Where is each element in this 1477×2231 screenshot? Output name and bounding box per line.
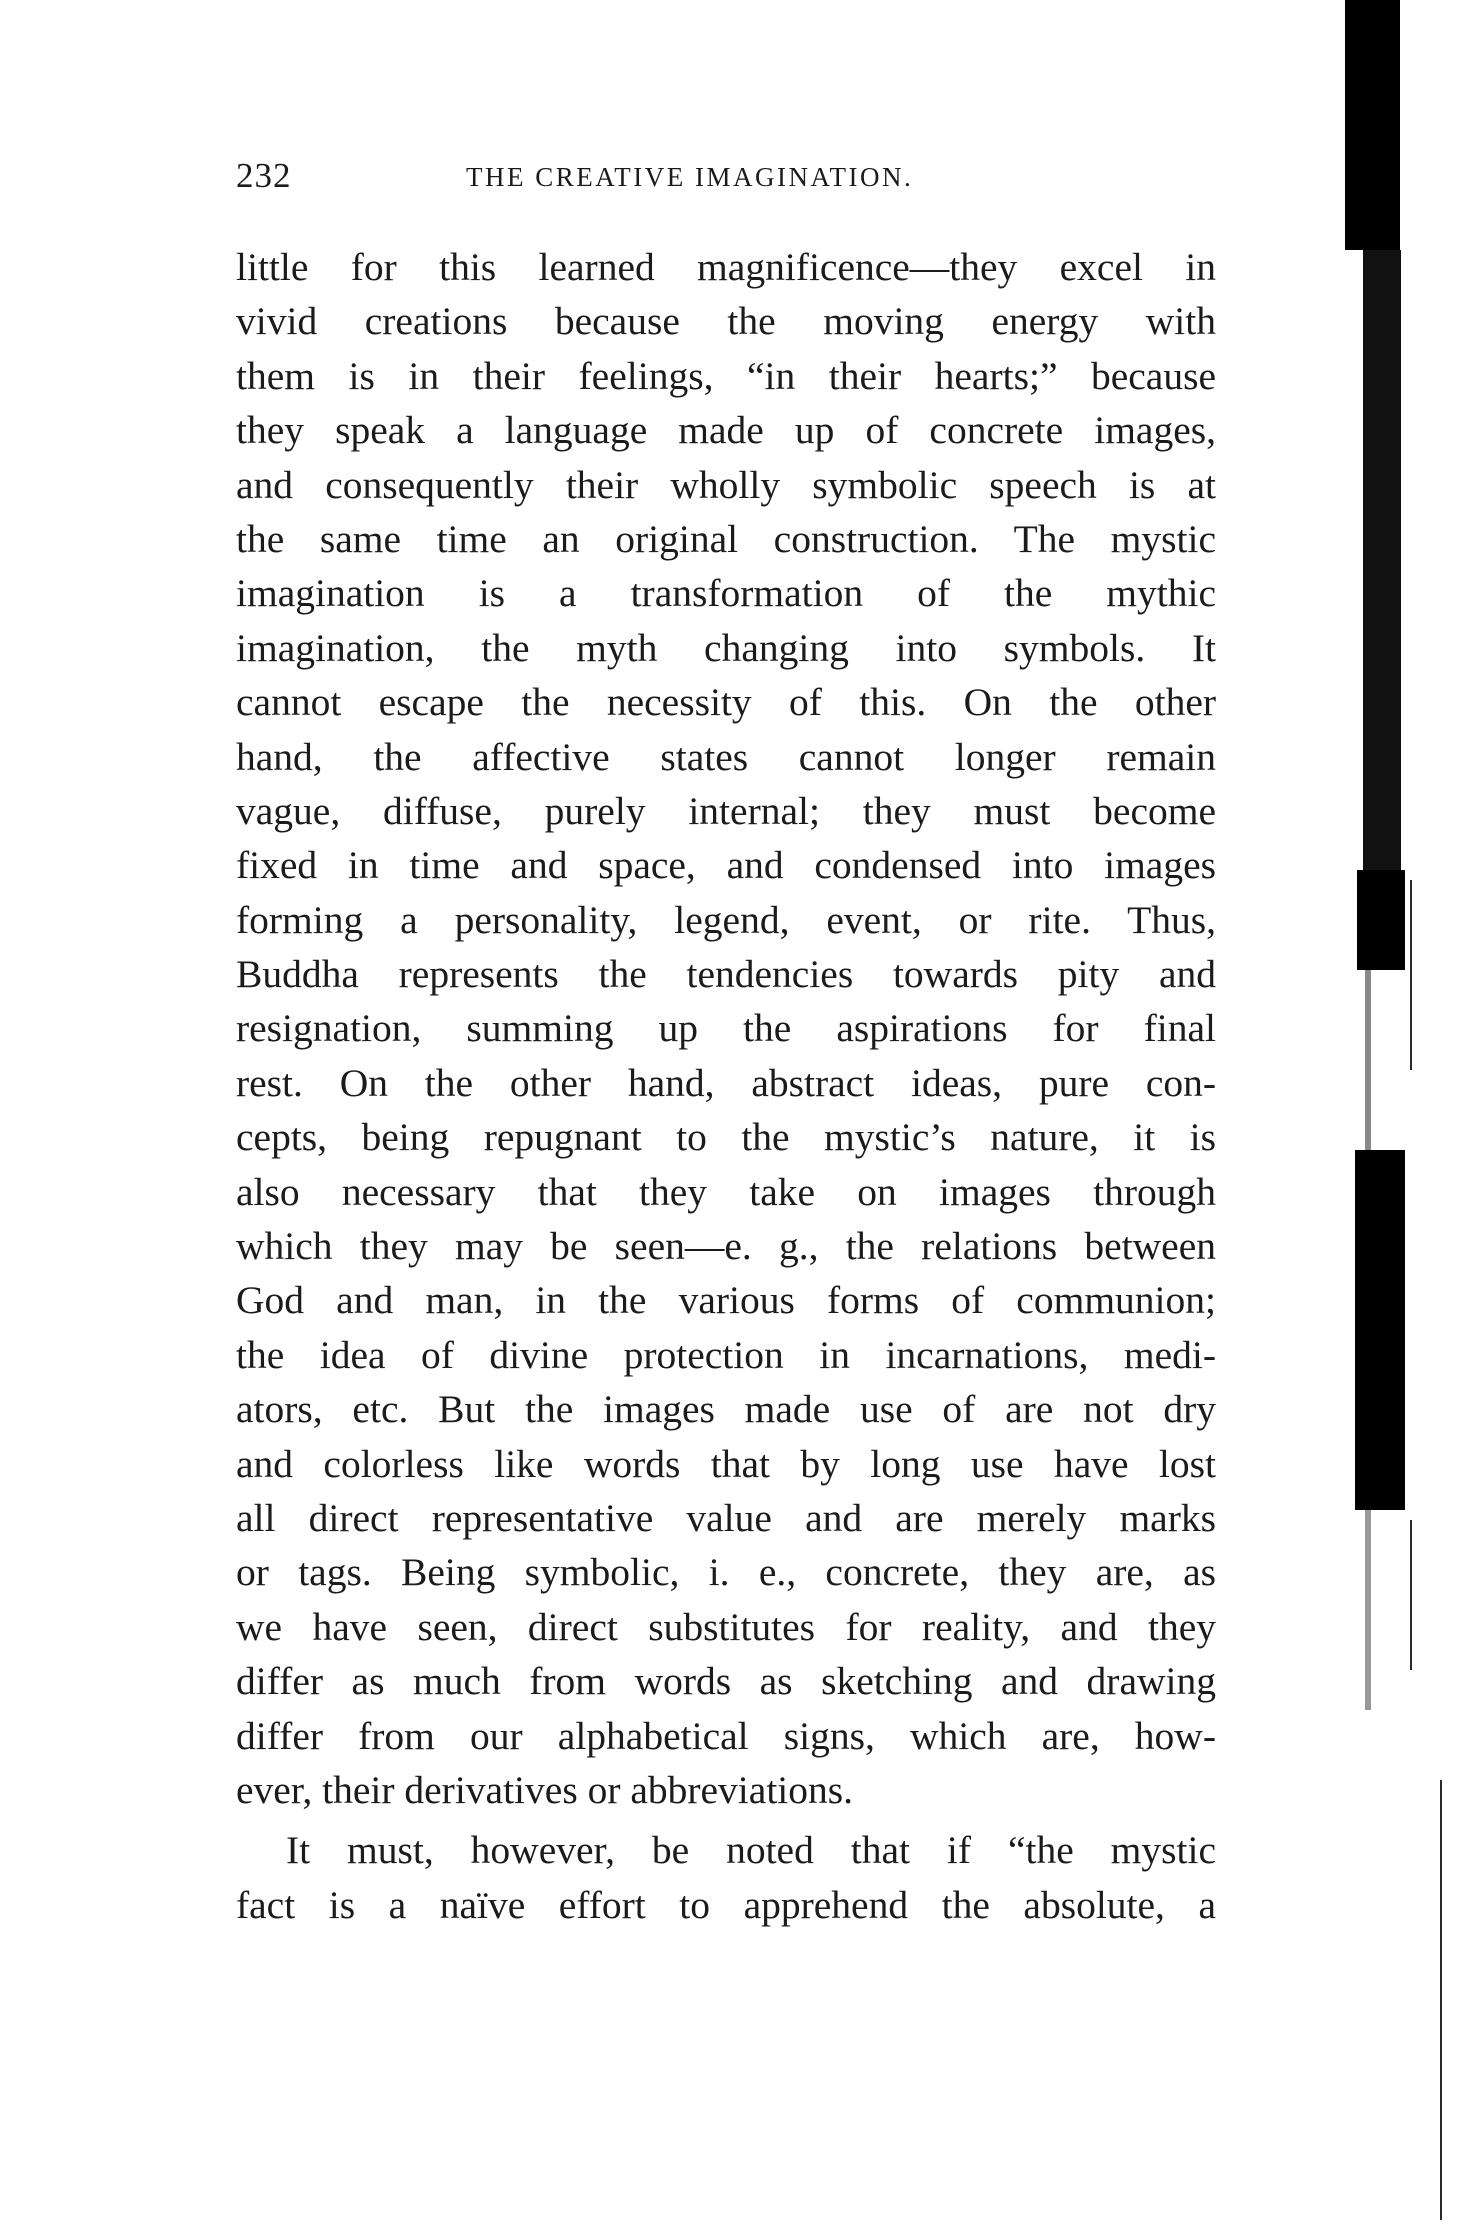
text-line: differ from our alphabetical signs, which are, how- xyxy=(236,1713,1216,1758)
paragraph-1 xyxy=(236,240,1216,1817)
text-line: which they may be seen—e. g., the relations between xyxy=(236,1224,1216,1269)
running-head: THE CREATIVE IMAGINATION. xyxy=(466,162,914,192)
binding-shadow xyxy=(1345,0,1415,1800)
page-number: 232 xyxy=(236,156,292,195)
text-line: cannot escape the necessity of this. On the other xyxy=(236,680,1216,725)
text-line: God and man, in the various forms of communion; xyxy=(236,1278,1216,1323)
text-line: forming a personality, legend, event, or rite. Thus, xyxy=(236,897,1216,942)
text-line: It must, however, be noted that if “the mystic xyxy=(286,1828,1216,1873)
shadow-band-lower xyxy=(1355,1150,1405,1510)
text-line: the same time an original construction. The mystic xyxy=(236,516,1216,561)
text-line: also necessary that they take on images through xyxy=(236,1169,1216,1214)
text-line: and consequently their wholly symbolic speech is at xyxy=(236,462,1216,507)
text-line: Buddha represents the tendencies towards pity and xyxy=(236,952,1216,997)
text-line: imagination, the myth changing into symbols. It xyxy=(236,625,1216,670)
text-line: rest. On the other hand, abstract ideas, pure con- xyxy=(236,1060,1216,1105)
shadow-band-top xyxy=(1345,0,1400,250)
shadow-band-upper xyxy=(1363,250,1401,870)
text-line: them is in their feelings, “in their hearts;” because xyxy=(236,353,1216,398)
text-line: cepts, being repugnant to the mystic’s nature, it is xyxy=(236,1115,1216,1160)
page-edge-line xyxy=(1410,1520,1412,1670)
text-line: ators, etc. But the images made use of are not dry xyxy=(236,1387,1216,1432)
text-line: the idea of divine protection in incarnations, medi- xyxy=(236,1332,1216,1377)
body-text xyxy=(236,240,1216,1932)
text-line: ever, their derivatives or abbreviations. xyxy=(236,1767,854,1812)
text-line: they speak a language made up of concrete images, xyxy=(236,408,1216,453)
text-line: and colorless like words that by long use have lost xyxy=(236,1441,1216,1486)
text-line: differ as much from words as sketching and drawing xyxy=(236,1659,1216,1704)
text-line: all direct representative value and are merely marks xyxy=(236,1495,1216,1540)
text-line: hand, the affective states cannot longer remain xyxy=(236,734,1216,779)
shadow-band-middle xyxy=(1357,870,1405,970)
text-line: fact is a naïve effort to apprehend the absolute, a xyxy=(236,1882,1216,1927)
text-line: imagination is a transformation of the mythic xyxy=(236,571,1216,616)
text-line: vague, diffuse, purely internal; they must become xyxy=(236,788,1216,833)
shadow-band-faint xyxy=(1365,1510,1371,1710)
text-line: vivid creations because the moving energy with xyxy=(236,299,1216,344)
page-edge-line xyxy=(1410,880,1412,1070)
shadow-band-faint xyxy=(1365,970,1371,1150)
text-line: we have seen, direct substitutes for reality, and they xyxy=(236,1604,1216,1649)
text-line: resignation, summing up the aspirations for final xyxy=(236,1006,1216,1051)
paragraph-2 xyxy=(236,1823,1216,1932)
text-line: fixed in time and space, and condensed into images xyxy=(236,843,1216,888)
text-line: or tags. Being symbolic, i. e., concrete, they are, as xyxy=(236,1550,1216,1595)
page-edge-line xyxy=(1440,1780,1442,2220)
text-line: little for this learned magnificence—they excel in xyxy=(236,245,1216,289)
